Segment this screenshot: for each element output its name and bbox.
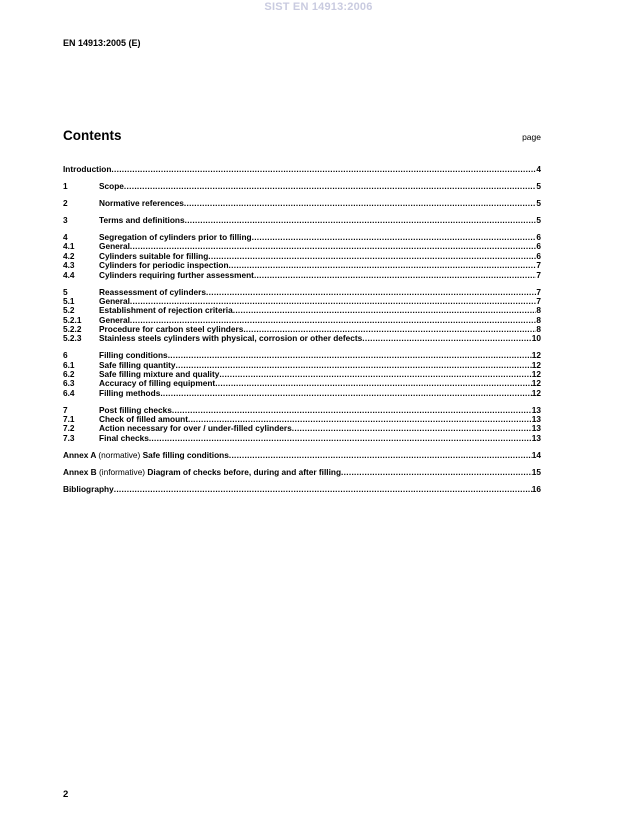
toc-entry-page: 8 (536, 323, 541, 334)
toc-entry-page: 16 (531, 483, 541, 494)
toc-entry-page: 15 (531, 466, 541, 477)
annex-label: Annex A (63, 449, 97, 460)
toc-entry-title: Check of filled amount (99, 414, 188, 425)
toc-dot-leader (254, 271, 536, 280)
toc-dot-leader (215, 379, 532, 388)
document-id: EN 14913:2005 (E) (63, 38, 141, 48)
toc-entry[interactable] (63, 199, 541, 208)
toc-entry-number: 6.1 (63, 359, 75, 370)
toc-entry[interactable] (63, 216, 541, 225)
toc-entry-title: Filling conditions (99, 350, 168, 361)
toc-entry-number: 6.4 (63, 387, 75, 398)
toc-entry-number: 6.3 (63, 378, 75, 389)
toc-entry-title: Normative references (99, 198, 184, 209)
toc-entry-number: 6 (63, 350, 68, 361)
toc-entry-page: 10 (531, 333, 541, 344)
toc-entry[interactable] (63, 271, 541, 280)
annex-title: Diagram of checks before, during and after filling (147, 466, 342, 477)
toc-entry[interactable] (63, 434, 541, 443)
toc-dot-leader (172, 406, 532, 415)
contents-heading: Contents (63, 128, 122, 143)
toc-entry-page: 5 (536, 215, 541, 226)
toc-dot-leader (149, 434, 532, 443)
toc-entry-number: 1 (63, 181, 68, 192)
toc-entry-page: 7 (536, 269, 541, 280)
toc-entry-title: General (99, 241, 130, 252)
toc-entry-page: 12 (531, 387, 541, 398)
toc-dot-leader (229, 261, 537, 270)
toc-entry-title: Safe filling mixture and quality (99, 368, 220, 379)
toc-entry-title: Reassessment of cylinders (99, 286, 206, 297)
toc-entry-page: 4 (536, 164, 541, 174)
toc-dot-leader (124, 182, 536, 191)
toc-dot-leader (292, 424, 532, 433)
toc-dot-leader (114, 485, 532, 494)
toc-entry-title: General (99, 314, 130, 325)
toc-entry[interactable] (63, 334, 541, 343)
toc-dot-leader (206, 288, 536, 297)
toc-entry-page: 7 (536, 260, 541, 271)
toc-entry-number: 7 (63, 404, 68, 415)
toc-entry-page: 14 (531, 449, 541, 460)
toc-entry-page: 12 (531, 368, 541, 379)
toc-dot-leader (219, 370, 531, 379)
toc-entry[interactable] (63, 389, 541, 398)
toc-entry-title: Cylinders requiring further assessment (99, 269, 254, 280)
toc-entry-page: 6 (536, 250, 541, 261)
toc-entry-number: 4.4 (63, 269, 75, 280)
toc-entry-number: 7.3 (63, 432, 75, 443)
toc-entry-number: 3 (63, 215, 68, 226)
toc-entry-page: 13 (531, 404, 541, 415)
toc-entry-title: General (99, 295, 130, 306)
toc-entry-page: 13 (531, 432, 541, 443)
toc-entry[interactable] (63, 468, 541, 477)
toc-entry[interactable] (63, 182, 541, 191)
toc-entry-title (63, 451, 229, 460)
toc-dot-leader (111, 165, 536, 174)
toc-entry-number: 5.2.2 (63, 323, 82, 334)
toc-dot-leader (362, 334, 531, 343)
toc-entry-page: 7 (536, 286, 541, 297)
toc-entry-title: Bibliography (63, 483, 114, 494)
toc-dot-leader (252, 233, 537, 242)
toc-entry-number: 7.1 (63, 414, 75, 425)
toc-dot-leader (233, 306, 537, 315)
toc-entry-number: 5.2 (63, 305, 75, 316)
toc-entry-title: Final checks (99, 432, 149, 443)
toc-entry-page: 5 (536, 181, 541, 192)
toc-entry-page: 12 (531, 378, 541, 389)
toc-entry-number: 4.1 (63, 241, 75, 252)
toc-entry-title: Cylinders suitable for filling (99, 250, 209, 261)
toc-entry-page: 6 (536, 232, 541, 243)
toc-entry-page: 13 (531, 423, 541, 434)
toc-dot-leader (341, 468, 532, 477)
toc-entry[interactable] (63, 288, 541, 297)
toc-entry[interactable] (63, 233, 541, 242)
toc-entry-number: 2 (63, 198, 68, 209)
toc-entry-page: 8 (536, 305, 541, 316)
toc-entry-page: 12 (531, 350, 541, 361)
toc-entry-title (63, 468, 341, 477)
toc-entry-number: 5.2.3 (63, 333, 82, 344)
page-number: 2 (63, 789, 69, 800)
toc-entry-page: 6 (536, 241, 541, 252)
toc-entry-page: 13 (531, 414, 541, 425)
toc-dot-leader (160, 389, 531, 398)
annex-title: Safe filling conditions (142, 449, 229, 460)
toc-entry-number: 5 (63, 286, 68, 297)
toc-entry-title: Safe filling quantity (99, 359, 176, 370)
toc-entry-number: 4.3 (63, 260, 75, 271)
toc-entry[interactable] (63, 165, 541, 174)
toc-entry-page: 8 (536, 314, 541, 325)
toc-entry-title: Segregation of cylinders prior to filling (99, 232, 252, 243)
toc-entry-number: 5.1 (63, 295, 75, 306)
toc-entry-page: 5 (536, 198, 541, 209)
annex-qualifier: (normative) (98, 449, 141, 460)
toc-entry-title: Cylinders for periodic inspection (99, 260, 229, 271)
annex-label: Annex B (63, 466, 97, 477)
annex-qualifier: (informative) (98, 466, 146, 477)
toc-entry[interactable] (63, 451, 541, 460)
toc-entry-title: Scope (99, 181, 124, 192)
toc-entry-title: Introduction (63, 164, 112, 174)
toc-entry[interactable] (63, 485, 541, 494)
toc-entry[interactable] (63, 306, 541, 315)
watermark: SIST EN 14913:2006 (264, 1, 373, 13)
toc-entry-number: 4.2 (63, 250, 75, 261)
toc-entry-title: Post filling checks (99, 404, 172, 415)
toc-entry-number: 5.2.1 (63, 314, 82, 325)
toc-entry-title: Stainless steels cylinders with physical, corrosion or other defects (99, 333, 363, 344)
page-column-label: page (522, 132, 541, 142)
toc-entry-title: Terms and definitions (99, 215, 185, 226)
toc-entry-title: Action necessary for over / under-filled cylinders (99, 423, 292, 434)
toc-dot-leader (184, 199, 537, 208)
toc-entry-title: Accuracy of filling equipment (99, 378, 216, 389)
toc-dot-leader (208, 252, 536, 261)
toc-dot-leader (168, 351, 532, 360)
table-of-contents (63, 165, 541, 494)
toc-entry-title: Procedure for carbon steel cylinders (99, 323, 244, 334)
toc-entry-title: Establishment of rejection criteria (99, 305, 233, 316)
toc-entry-number: 7.2 (63, 423, 75, 434)
toc-entry-page: 7 (536, 295, 541, 306)
toc-entry-number: 6.2 (63, 368, 75, 379)
toc-entry-title: Filling methods (99, 387, 161, 398)
toc-dot-leader (229, 451, 532, 460)
toc-dot-leader (176, 361, 532, 370)
toc-dot-leader (185, 216, 537, 225)
toc-entry-number: 4 (63, 232, 68, 243)
toc-entry-page: 12 (531, 359, 541, 370)
